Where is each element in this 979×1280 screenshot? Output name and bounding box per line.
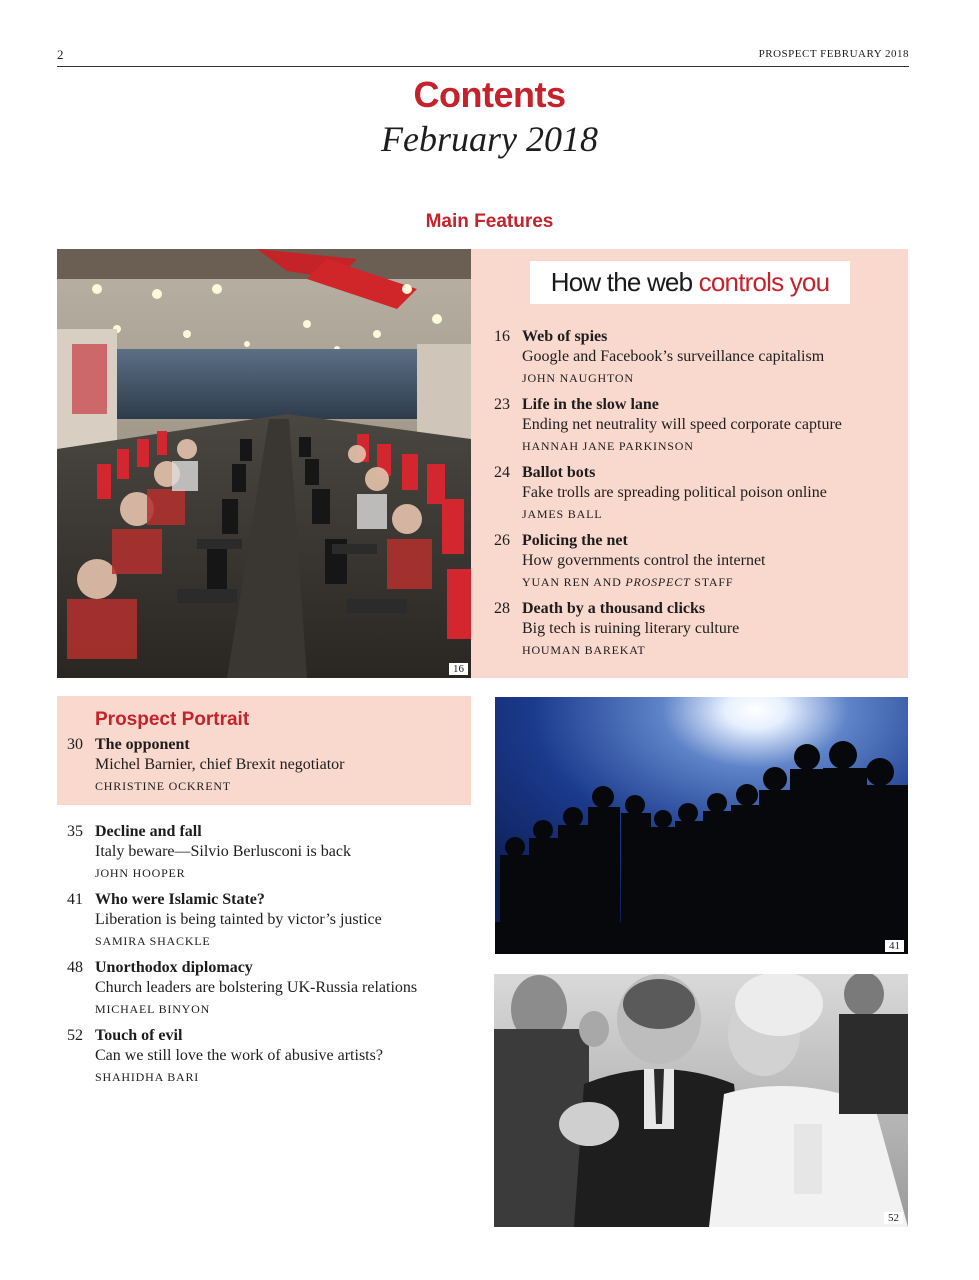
image-page-ref: 16 [449,663,468,675]
press-photo-page-ref: 52 [884,1212,903,1224]
issue-date: February 2018 [381,119,598,159]
internet-cafe-photo [57,249,471,678]
section-label-main-features: Main Features [425,211,554,232]
silhouette-page-ref: 41 [885,940,904,952]
section-label-portrait: Prospect Portrait [95,709,250,730]
page-number: 2 [57,47,64,62]
header-rule [57,66,909,67]
page-title: Contents [413,74,566,115]
silhouette-photo [495,697,908,954]
black-white-press-photo [494,974,908,1227]
feature-banner: How the web controls you [530,261,850,304]
running-title: PROSPECT FEBRUARY 2018 [758,48,909,60]
